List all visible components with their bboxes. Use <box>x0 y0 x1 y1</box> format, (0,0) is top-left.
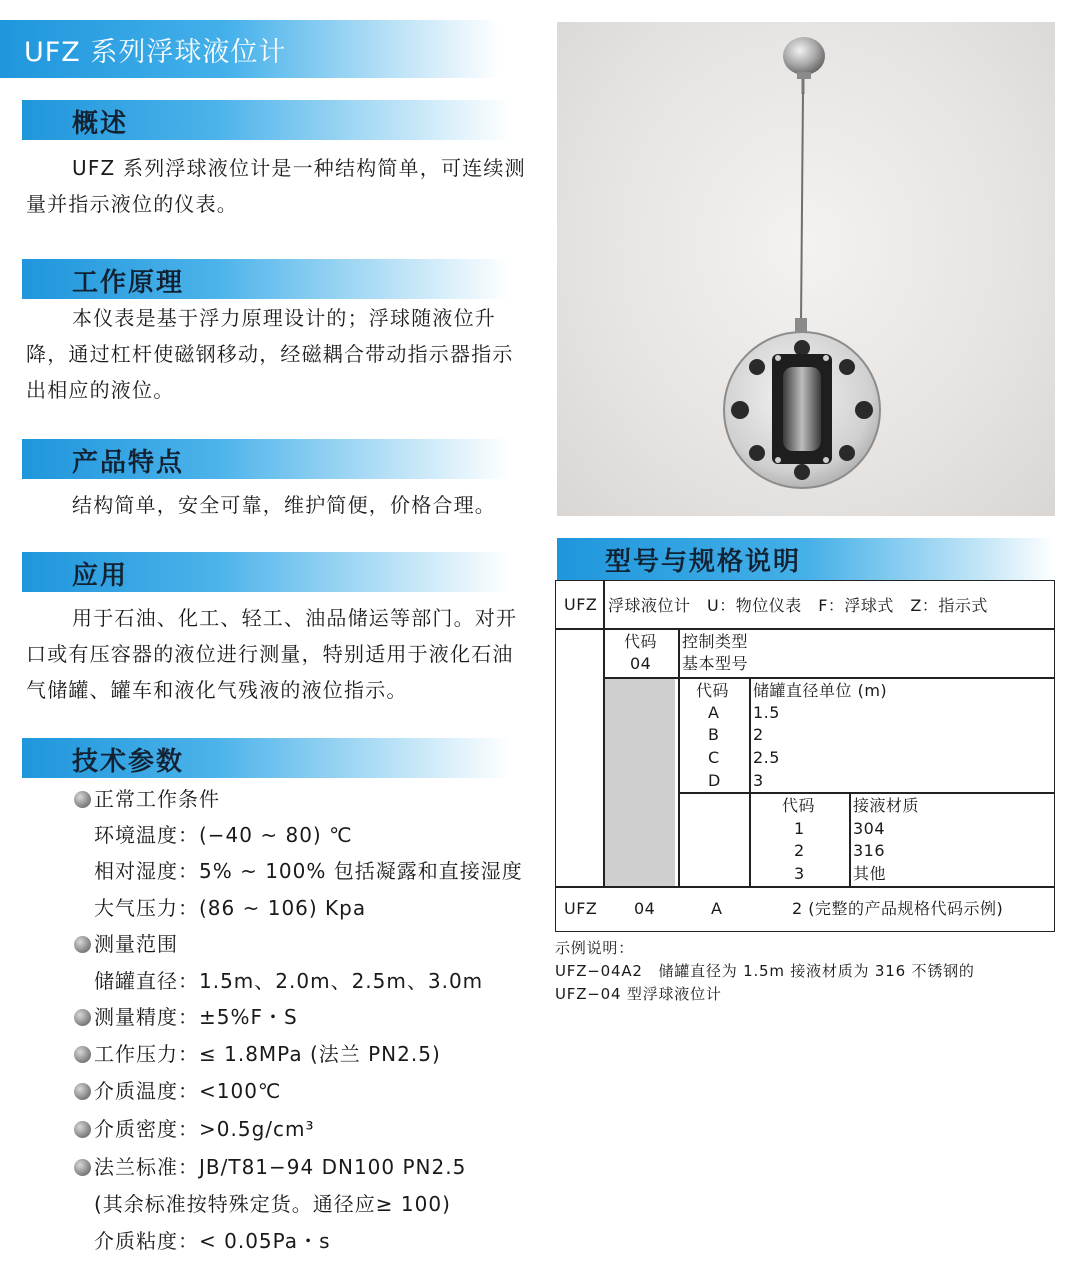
level3-value-3: 其他 <box>853 864 887 883</box>
bullet-icon <box>74 791 91 808</box>
level2-code-a: A <box>708 703 720 722</box>
bullet-icon <box>74 1159 91 1176</box>
level3-code-2: 2 <box>794 841 805 860</box>
principle-heading-bar <box>22 259 510 299</box>
param-item-flange: 法兰标准：JB/T81−94 DN100 PN2.5 <box>74 1149 466 1185</box>
table-rule <box>603 581 605 886</box>
param-item-tank-diameter: 储罐直径：1.5m、2.0m、2.5m、3.0m <box>94 969 484 993</box>
level2-value-a: 1.5 <box>753 703 780 722</box>
param-item-density: 介质密度：>0.5g/cm³ <box>74 1111 315 1147</box>
principle-heading: 工作原理 <box>72 268 185 298</box>
example-row-a: A <box>711 899 723 918</box>
param-item-flange-note: (其余标准按特殊定货。通径应≥ 100) <box>94 1192 451 1216</box>
features-heading: 产品特点 <box>72 448 185 478</box>
table-rule <box>749 677 751 886</box>
level1-code-label: 代码 <box>624 632 658 651</box>
page-title-banner <box>0 20 500 78</box>
principle-text: 本仪表是基于浮力原理设计的；浮球随液位升降，通过杠杆使磁钢移动，经磁耦合带动指示器指示出相应的液位。 <box>26 306 514 402</box>
level2-code-c: C <box>708 748 720 767</box>
bullet-icon <box>74 936 91 953</box>
example-row-2: 2 (完整的产品规格代码示例) <box>792 899 1004 918</box>
table-code-ufz: UFZ <box>564 595 598 614</box>
bullet-icon <box>74 1009 91 1026</box>
overview-text: UFZ 系列浮球液位计是一种结构简单，可连续测量并指示液位的仪表。 <box>26 156 526 216</box>
param-item-conditions: 正常工作条件 <box>74 781 220 817</box>
param-item-pressure: 大气压力：(86 ~ 106) Kpa <box>94 896 367 920</box>
model-spec-table <box>555 580 1055 932</box>
float-level-gauge-illustration <box>557 22 1055 516</box>
level3-value-2: 316 <box>853 841 886 860</box>
level3-code-label: 代码 <box>782 796 816 815</box>
application-heading: 应用 <box>72 561 129 591</box>
param-item-medium-temp: 介质温度：<100℃ <box>74 1073 281 1109</box>
level2-title: 储罐直径单位 (m) <box>753 681 888 700</box>
model-table-heading-bar <box>557 538 1055 580</box>
example-row-04: 04 <box>634 899 656 918</box>
table-ufz-desc: 浮球液位计 U：物位仪表 F：浮球式 Z：指示式 <box>608 596 988 615</box>
level1-code: 04 <box>630 654 652 673</box>
example-note-label: 示例说明： <box>555 939 635 957</box>
param-item-humidity: 相对湿度：5% ~ 100% 包括凝露和直接湿度 <box>94 859 523 883</box>
table-rule <box>556 886 1054 888</box>
level2-value-b: 2 <box>753 725 764 744</box>
level1-name2: 基本型号 <box>682 654 749 673</box>
application-heading-bar <box>22 552 510 592</box>
page-title: UFZ 系列浮球液位计 <box>24 37 287 68</box>
level2-code-label: 代码 <box>696 681 730 700</box>
bullet-icon <box>74 1046 91 1063</box>
level3-value-1: 304 <box>853 819 886 838</box>
level3-code-1: 1 <box>794 819 805 838</box>
example-note-line2: UFZ−04 型浮球液位计 <box>555 985 722 1003</box>
params-heading-bar <box>22 738 510 778</box>
param-item-ambient-temp: 环境温度：(−40 ~ 80) ℃ <box>94 823 353 847</box>
features-text: 结构简单，安全可靠，维护简便，价格合理。 <box>72 493 496 517</box>
param-item-viscosity: 介质粘度：< 0.05Pa・s <box>94 1229 331 1253</box>
bullet-icon <box>74 1121 91 1138</box>
param-item-range: 测量范围 <box>74 926 178 962</box>
table-rule <box>678 628 680 886</box>
example-note-line1: UFZ−04A2 储罐直径为 1.5m 接液材质为 316 不锈钢的 <box>555 962 975 980</box>
level3-code-3: 3 <box>794 864 805 883</box>
level2-value-d: 3 <box>753 771 764 790</box>
float-ball-icon <box>783 37 825 75</box>
table-shaded-cell <box>603 677 675 887</box>
param-item-accuracy: 测量精度：±5%F・S <box>74 999 298 1035</box>
level3-title: 接液材质 <box>853 796 920 815</box>
model-table-heading: 型号与规格说明 <box>605 547 802 577</box>
bullet-icon <box>74 1083 91 1100</box>
level2-value-c: 2.5 <box>753 748 780 767</box>
application-text: 用于石油、化工、轻工、油品储运等部门。对开口或有压容器的液位进行测量，特别适用于液化石油气储罐、罐车和液化气残液的液位指示。 <box>26 606 518 702</box>
example-row-ufz: UFZ <box>564 899 598 918</box>
params-heading: 技术参数 <box>72 747 185 777</box>
overview-heading-bar <box>22 100 510 140</box>
overview-heading: 概述 <box>72 109 129 139</box>
param-item-working-pressure: 工作压力：≤ 1.8MPa (法兰 PN2.5) <box>74 1036 441 1072</box>
level2-code-d: D <box>708 771 721 790</box>
level2-code-b: B <box>708 725 720 744</box>
level1-name1: 控制类型 <box>682 632 749 651</box>
features-heading-bar <box>22 439 510 479</box>
product-photo <box>557 22 1055 516</box>
table-rule <box>849 792 851 886</box>
